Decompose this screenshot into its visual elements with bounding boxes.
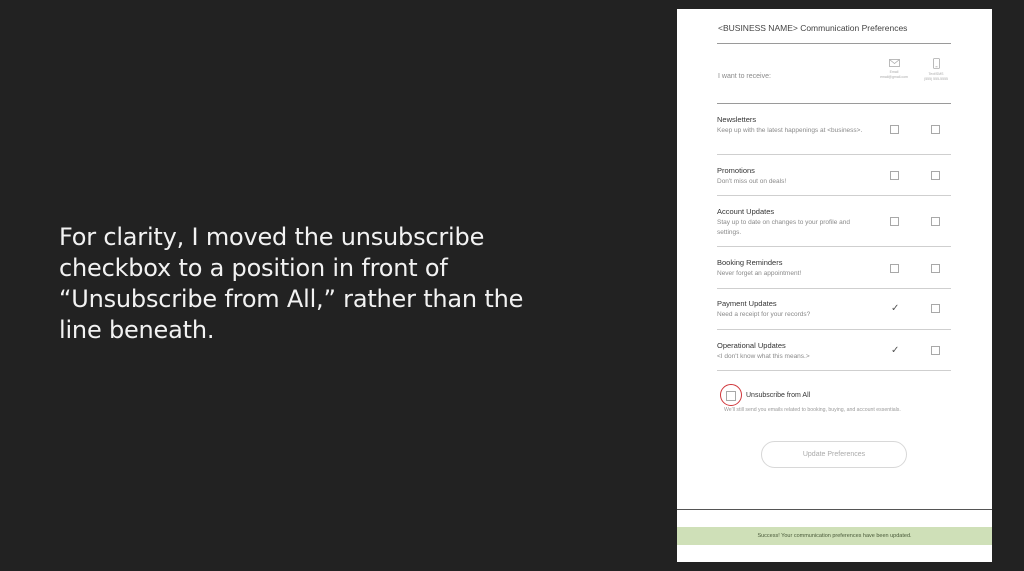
preference-row-account-updates <box>717 207 951 237</box>
preference-row-newsletters <box>717 115 951 136</box>
column-email-sub: email@gmail.com <box>880 75 908 79</box>
success-banner: Success! Your communication preferences have been updated. <box>677 527 992 545</box>
divider <box>717 370 951 371</box>
phone-icon <box>933 58 940 69</box>
row-desc: <I don't know what this means.> <box>717 353 810 360</box>
preference-row-payment-updates <box>717 299 951 320</box>
divider <box>717 103 951 104</box>
envelope-icon <box>889 59 900 67</box>
preferences-panel <box>677 9 992 562</box>
account-updates-sms-checkbox[interactable] <box>931 217 940 226</box>
divider <box>717 246 951 247</box>
page-title: <BUSINESS NAME> Communication Preferences <box>718 23 908 33</box>
preference-row-promotions <box>717 166 951 187</box>
row-name: Promotions <box>717 166 755 175</box>
promotions-email-checkbox[interactable] <box>890 171 899 180</box>
update-preferences-button[interactable]: Update Preferences <box>761 441 907 468</box>
column-sms-sub: (555) 555-5555 <box>924 77 948 81</box>
column-sms <box>921 58 951 82</box>
caption-text: For clarity, I moved the unsubscribe checkbox to a position in front of “Unsubscribe from All,” rather than the line beneath. <box>59 223 524 344</box>
row-desc: Keep up with the latest happenings at <business>. <box>717 127 863 134</box>
row-desc: Need a receipt for your records? <box>717 311 811 318</box>
row-name: Payment Updates <box>717 299 777 308</box>
divider <box>717 329 951 330</box>
booking-reminders-sms-checkbox[interactable] <box>931 264 940 273</box>
row-desc: Never forget an appointment! <box>717 270 802 277</box>
promotions-sms-checkbox[interactable] <box>931 171 940 180</box>
divider <box>717 43 951 44</box>
operational-updates-email-checkmark[interactable]: ✓ <box>891 345 900 356</box>
preference-row-booking-reminders <box>717 258 951 279</box>
unsubscribe-all-label: Unsubscribe from All <box>746 392 811 399</box>
divider <box>717 154 951 155</box>
row-desc: Don't miss out on deals! <box>717 178 787 185</box>
want-label: I want to receive: <box>718 73 771 80</box>
divider <box>677 509 992 510</box>
row-desc: Stay up to date on changes to your profile and settings. <box>717 219 850 236</box>
column-email <box>879 59 909 80</box>
booking-reminders-email-checkbox[interactable] <box>890 264 899 273</box>
account-updates-email-checkbox[interactable] <box>890 217 899 226</box>
row-name: Newsletters <box>717 115 757 124</box>
column-sms-label: Text/SMS <box>928 72 944 76</box>
operational-updates-sms-checkbox[interactable] <box>931 346 940 355</box>
row-name: Operational Updates <box>717 341 786 350</box>
divider <box>717 288 951 289</box>
unsubscribe-note: We'll still send you emails related to booking, buying, and account essentials. <box>724 407 901 413</box>
preference-row-operational-updates <box>717 341 951 362</box>
payment-updates-email-checkmark[interactable]: ✓ <box>891 303 900 314</box>
newsletters-sms-checkbox[interactable] <box>931 125 940 134</box>
payment-updates-sms-checkbox[interactable] <box>931 304 940 313</box>
row-name: Booking Reminders <box>717 258 783 267</box>
newsletters-email-checkbox[interactable] <box>890 125 899 134</box>
unsubscribe-all-checkbox[interactable] <box>726 391 736 401</box>
row-name: Account Updates <box>717 207 775 216</box>
divider <box>717 195 951 196</box>
column-email-label: Email <box>889 70 899 74</box>
